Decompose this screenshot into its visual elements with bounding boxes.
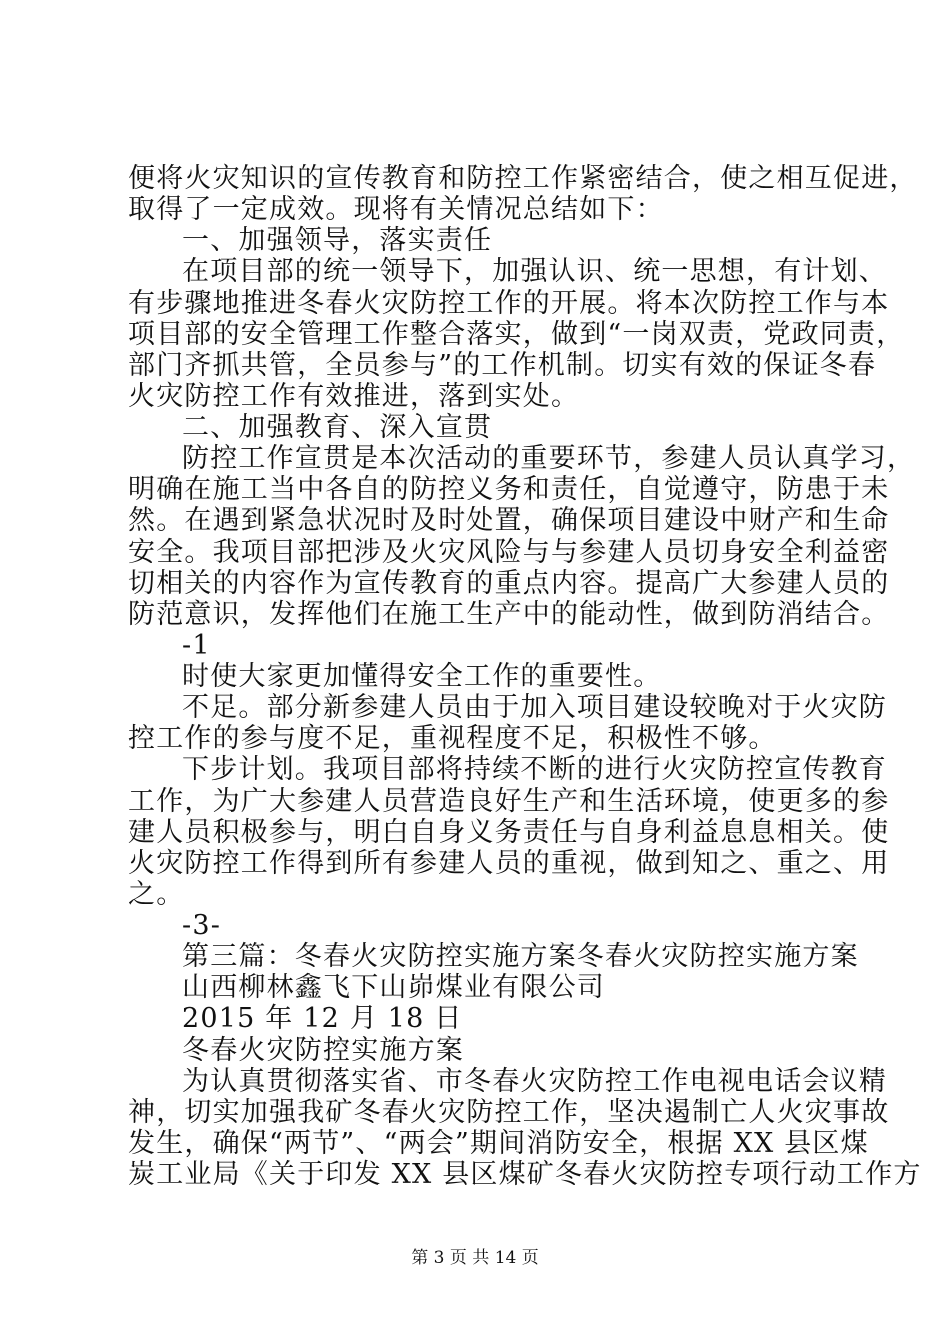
text-line: 之。 <box>128 879 185 910</box>
text-line: 防控工作宣贯是本次活动的重要环节，参建人员认真学习， <box>182 443 916 474</box>
text-line: 切相关的内容作为宣传教育的重点内容。提高广大参建人员的 <box>128 568 890 599</box>
text-line: 项目部的安全管理工作整合落实，做到“一岗双责，党政同责， <box>128 319 905 350</box>
text-line: 神，切实加强我矿冬春火灾防控工作，坚决遏制亡人火灾事故 <box>128 1097 890 1128</box>
text-line: 部门齐抓共管，全员参与”的工作机制。切实有效的保证冬春 <box>128 350 877 381</box>
text-line: 便将火灾知识的宣传教育和防控工作紧密结合，使之相互促进， <box>128 163 918 194</box>
page-number-text: 第 3 页 共 14 页 <box>411 1248 539 1268</box>
text-line: 发生，确保“两节”、“两会”期间消防安全，根据 XX 县区煤 <box>128 1128 869 1159</box>
page-marker: -1 <box>182 630 211 661</box>
text-line: 取得了一定成效。现将有关情况总结如下： <box>128 194 664 225</box>
text-line: 然。在遇到紧急状况时及时处置，确保项目建设中财产和生命 <box>128 505 890 536</box>
section-heading: 一、加强领导，落实责任 <box>182 225 493 256</box>
text-line: 火灾防控工作得到所有参建人员的重视，做到知之、重之、用 <box>128 848 890 879</box>
text-line: 为认真贯彻落实省、市冬春火灾防控工作电视电话会议精 <box>182 1066 887 1097</box>
text-line: 防范意识，发挥他们在施工生产中的能动性，做到防消结合。 <box>128 599 890 630</box>
document-date: 2015 年 12 月 18 日 <box>182 1003 463 1034</box>
text-line: 工作，为广大参建人员营造良好生产和生活环境，使更多的参 <box>128 786 890 817</box>
text-line: 火灾防控工作有效推进，落到实处。 <box>128 381 580 412</box>
text-line: 炭工业局《关于印发 XX 县区煤矿冬春火灾防控专项行动工作方 <box>128 1159 922 1190</box>
section-title: 第三篇：冬春火灾防控实施方案冬春火灾防控实施方案 <box>182 941 859 972</box>
text-line: 安全。我项目部把涉及火灾风险与与参建人员切身安全利益密 <box>128 537 890 568</box>
text-line: 建人员积极参与，明白自身义务责任与自身利益息息相关。使 <box>128 817 890 848</box>
text-line: 控工作的参与度不足，重视程度不足，积极性不够。 <box>128 723 777 754</box>
text-line: 有步骤地推进冬春火灾防控工作的开展。将本次防控工作与本 <box>128 288 890 319</box>
text-line: 在项目部的统一领导下，加强认识、统一思想，有计划、 <box>182 256 887 287</box>
text-line: 明确在施工当中各自的防控义务和责任，自觉遵守，防患于未 <box>128 474 890 505</box>
page-marker: -3- <box>182 910 222 941</box>
text-line: 时使大家更加懂得安全工作的重要性。 <box>182 661 662 692</box>
plan-title: 冬春火灾防控实施方案 <box>182 1035 464 1066</box>
company-name: 山西柳林鑫飞下山峁煤业有限公司 <box>182 972 605 1003</box>
text-line: 不足。部分新参建人员由于加入项目建设较晚对于火灾防 <box>182 692 887 723</box>
text-line: 下步计划。我项目部将持续不断的进行火灾防控宣传教育 <box>182 754 887 785</box>
page-footer <box>0 1243 950 1268</box>
section-heading: 二、加强教育、深入宣贯 <box>182 412 493 443</box>
